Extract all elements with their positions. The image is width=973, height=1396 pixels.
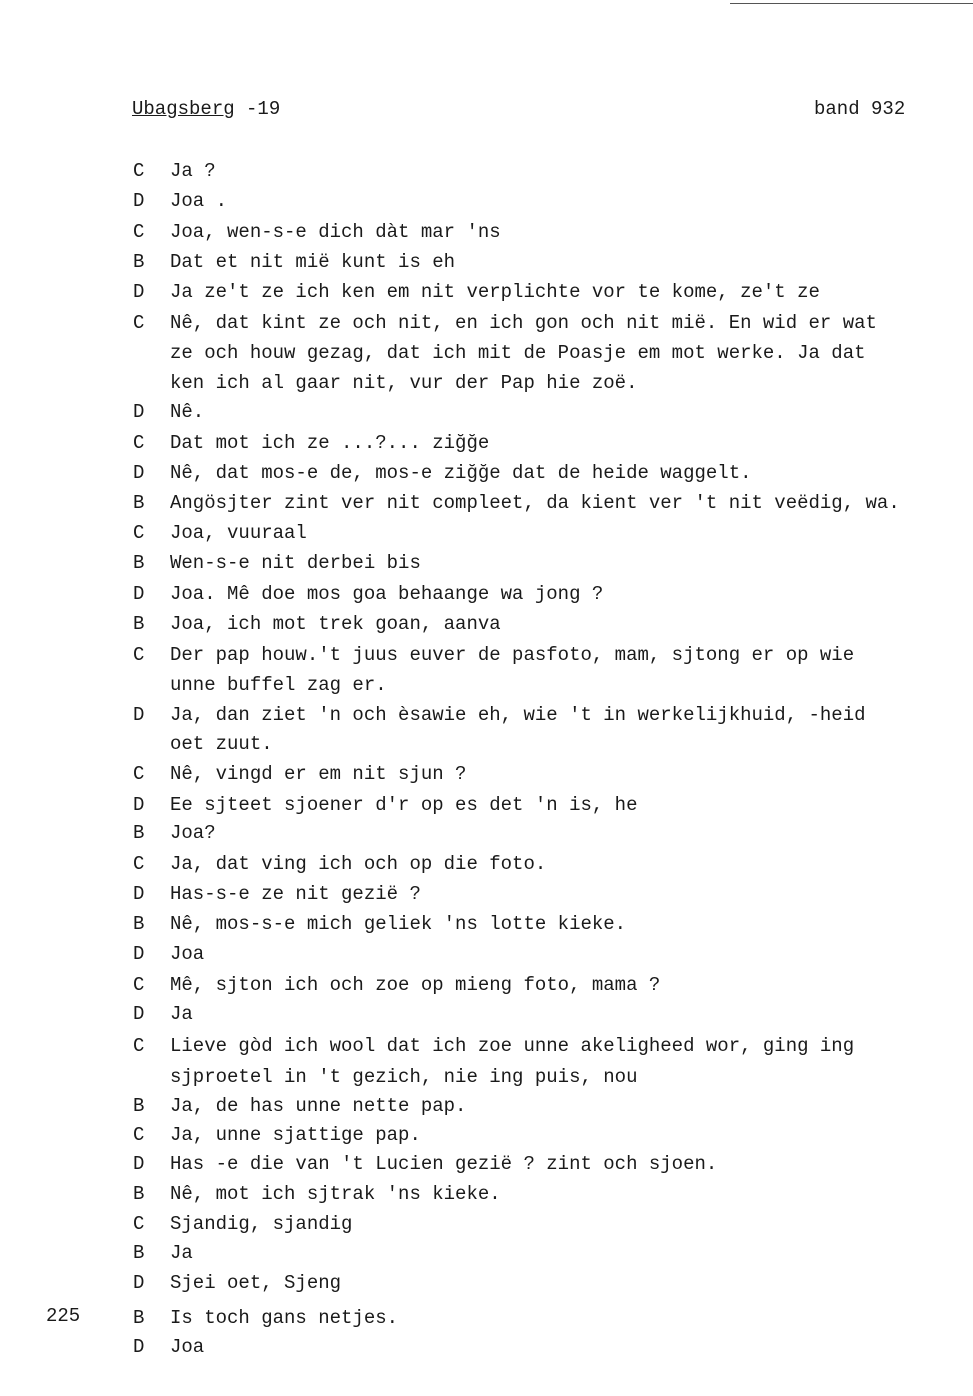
speaker-label: D	[133, 190, 145, 212]
tape-number: band 932	[814, 98, 906, 120]
speaker-label: B	[133, 492, 145, 514]
speaker-label: C	[133, 522, 145, 544]
utterance-text: Nê, mot ich sjtrak 'ns kieke.	[170, 1183, 501, 1205]
utterance-text: Nê.	[170, 401, 205, 423]
utterance-text: Angösjter zint ver nit compleet, da kient ver 't nit veёdig, wa.	[170, 492, 900, 514]
speaker-label: D	[133, 943, 145, 965]
speaker-label: C	[133, 644, 145, 666]
header-left	[132, 98, 280, 120]
speaker-label: D	[133, 1336, 145, 1358]
page-number: -19	[234, 98, 281, 120]
speaker-label: B	[133, 1183, 145, 1205]
speaker-label: D	[133, 1153, 145, 1175]
utterance-text: Wen-s-e nit derbei bis	[170, 552, 421, 574]
utterance-text: Ee sjteet sjoener d'r op es det 'n is, he	[170, 794, 638, 816]
utterance-text: Joa	[170, 943, 205, 965]
utterance-text: Ja, dat ving ich och op die foto.	[170, 853, 547, 875]
speaker-label: B	[133, 913, 145, 935]
speaker-label: C	[133, 1213, 145, 1235]
speaker-label: B	[133, 1307, 145, 1329]
speaker-label: D	[133, 704, 145, 726]
utterance-text: Joa .	[170, 190, 228, 212]
speaker-label: C	[133, 221, 145, 243]
utterance-text: Lieve gòd ich wool dat ich zoe unne akeligheed wor, ging ing	[170, 1035, 855, 1057]
utterance-text: Sjei oet, Sjeng	[170, 1272, 342, 1294]
utterance-text: Dat mot ich ze ...?... ziğğe	[170, 432, 490, 454]
utterance-text: Nê, dat kint ze och nit, en ich gon och nit miё. En wid er wat	[170, 312, 877, 334]
utterance-text: Nê, dat mos-e de, mos-e ziğğe dat de heide waggelt.	[170, 462, 752, 484]
utterance-text: Has -e die van 't Lucien geziё ? zint och sjoen.	[170, 1153, 718, 1175]
utterance-text: Ja, de has unne nette pap.	[170, 1095, 467, 1117]
speaker-label: D	[133, 1003, 145, 1025]
speaker-label: B	[133, 251, 145, 273]
utterance-text: Joa	[170, 1336, 205, 1358]
utterance-text: ze och houw gezag, dat ich mit de Poasje em mot werke. Ja dat	[170, 342, 866, 364]
speaker-label: D	[133, 794, 145, 816]
utterance-text: Ja	[170, 1003, 193, 1025]
speaker-label: D	[133, 883, 145, 905]
utterance-text: Joa, ich mot trek goan, aanva	[170, 613, 501, 635]
utterance-text: unne buffel zag er.	[170, 674, 387, 696]
speaker-label: C	[133, 1035, 145, 1057]
utterance-text: Ja	[170, 1242, 193, 1264]
utterance-text: Joa. Mê doe mos goa behaange wa jong ?	[170, 583, 604, 605]
utterance-text: Dat et nit miё kunt is eh	[170, 251, 456, 273]
utterance-text: Ja ?	[170, 160, 216, 182]
speaker-label: C	[133, 160, 145, 182]
utterance-text: Nê, mos-s-e mich geliek 'ns lotte kieke.	[170, 913, 627, 935]
speaker-label: B	[133, 613, 145, 635]
utterance-text: Has-s-e ze nit geziё ?	[170, 883, 421, 905]
speaker-label: C	[133, 432, 145, 454]
top-rule	[730, 3, 973, 4]
place-name: Ubagsberg	[132, 98, 235, 120]
speaker-label: D	[133, 281, 145, 303]
utterance-text: Ja ze't ze ich ken em nit verplichte vor te kome, ze't ze	[170, 281, 820, 303]
speaker-label: C	[133, 853, 145, 875]
speaker-label: D	[133, 401, 145, 423]
utterance-text: sjproetel in 't gezich, nie ing puis, nou	[170, 1066, 638, 1088]
utterance-text: ken ich al gaar nit, vur der Pap hie zoё.	[170, 372, 638, 394]
margin-line-number: 225	[46, 1305, 81, 1327]
speaker-label: C	[133, 763, 145, 785]
speaker-label: D	[133, 1272, 145, 1294]
speaker-label: B	[133, 552, 145, 574]
speaker-label: C	[133, 974, 145, 996]
speaker-label: C	[133, 1124, 145, 1146]
utterance-text: Ja, dan ziet 'n och èsawie eh, wie 't in werkelijkhuid, -heid	[170, 704, 866, 726]
utterance-text: Joa?	[170, 822, 216, 844]
utterance-text: Ja, unne sjattige pap.	[170, 1124, 421, 1146]
utterance-text: Mê, sjton ich och zoe op mieng foto, mama ?	[170, 974, 661, 996]
speaker-label: D	[133, 583, 145, 605]
utterance-text: Joa, vuuraal	[170, 522, 307, 544]
speaker-label: B	[133, 1095, 145, 1117]
utterance-text: Der pap houw.'t juus euver de pasfoto, mam, sjtong er op wie	[170, 644, 855, 666]
speaker-label: B	[133, 822, 145, 844]
utterance-text: Nê, vingd er em nit sjun ?	[170, 763, 467, 785]
speaker-label: D	[133, 462, 145, 484]
speaker-label: C	[133, 312, 145, 334]
utterance-text: Is toch gans netjes.	[170, 1307, 399, 1329]
utterance-text: Joa, wen-s-e dich dàt mar 'ns	[170, 221, 501, 243]
utterance-text: oet zuut.	[170, 733, 273, 755]
speaker-label: B	[133, 1242, 145, 1264]
utterance-text: Sjandig, sjandig	[170, 1213, 353, 1235]
